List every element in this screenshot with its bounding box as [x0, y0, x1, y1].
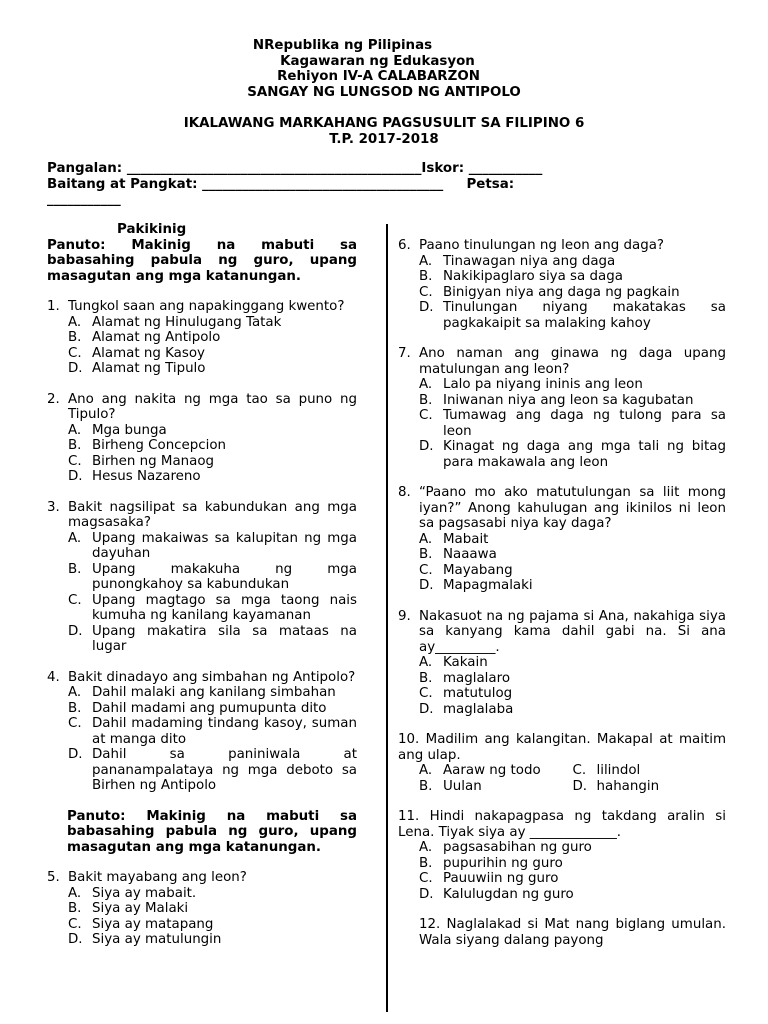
option-text: Aaraw ng todo	[443, 763, 541, 778]
option-text: Kalulugdan ng guro	[443, 886, 574, 902]
republic-line: NRepublika ng Pilipinas	[252, 38, 433, 53]
option-text: Mabait	[443, 531, 489, 547]
question-text: Bakit nagsilipat sa kabundukan ang mga magsasaka?	[68, 499, 357, 530]
question-number: 3.	[47, 499, 60, 515]
option-d[interactable]	[68, 469, 357, 485]
option-text: Alamat ng Tipulo	[92, 361, 206, 376]
department-line: Kagawaran ng Edukasyon	[280, 53, 475, 69]
option-text: Lalo pa niyang ininis ang leon	[443, 377, 643, 392]
option-text: Siya ay mabait.	[92, 885, 197, 901]
exam-title-block	[0, 116, 768, 147]
question-text: Ano naman ang ginawa ng daga upang matulungan ang leon?	[419, 346, 726, 377]
option-letter: B.	[68, 901, 82, 916]
question-text: Paano tinulungan ng leon ang daga?	[419, 238, 665, 253]
option-text: pupurihin ng guro	[443, 855, 563, 871]
option-c[interactable]	[419, 408, 726, 439]
option-d[interactable]	[419, 578, 726, 594]
option-text: matutulog	[443, 686, 513, 701]
option-letter: B.	[419, 778, 433, 794]
option-letter: B.	[419, 392, 433, 408]
option-a[interactable]	[68, 531, 357, 562]
option-text: lilindol	[596, 763, 641, 778]
option-text: Dahil sa paniniwala at pananampalataya ng mga deboto sa Birhen ng Antipolo	[92, 747, 357, 793]
question-12	[398, 917, 726, 948]
option-text: Siya ay Malaki	[92, 901, 189, 916]
date-blank-row[interactable]: ___________	[47, 192, 121, 207]
instruction-1: Panuto: Makinig na mabuti sa babasahing pabula ng guro, upang masagutan ang mga katanungan.	[47, 237, 357, 284]
option-text: Hesus Nazareno	[92, 469, 201, 484]
option-d[interactable]	[68, 361, 357, 377]
option-text: Binigyan niya ang daga ng pagkain	[443, 284, 680, 300]
option-c[interactable]	[419, 563, 726, 579]
question-number: 5.	[47, 870, 60, 885]
option-b[interactable]	[68, 330, 357, 346]
option-letter: C.	[68, 453, 82, 469]
question-number: 10.	[398, 732, 420, 747]
option-letter: C.	[68, 345, 82, 361]
question-text: Ano ang nakita ng mga tao sa puno ng Tipulo?	[68, 391, 357, 422]
option-b[interactable]	[419, 856, 726, 872]
option-c[interactable]	[68, 593, 357, 624]
option-text: Mga bunga	[92, 422, 167, 438]
option-text: Mapagmalaki	[443, 578, 533, 593]
option-text: Naaawa	[443, 547, 497, 562]
option-text: Alamat ng Hinulugang Tatak	[92, 314, 282, 330]
option-letter: B.	[419, 670, 433, 686]
option-text: maglalaba	[443, 701, 514, 717]
instruction-2-block	[47, 809, 357, 856]
option-letter: D.	[68, 361, 83, 376]
option-letter: D.	[68, 469, 83, 484]
question-text: Bakit mayabang ang leon?	[68, 870, 247, 885]
option-text: Tinawagan niya ang daga	[443, 253, 616, 269]
option-letter: A.	[68, 685, 82, 700]
grade-date-row[interactable]: Baitang at Pangkat: ____________________________________ Petsa:	[47, 176, 515, 192]
option-b[interactable]	[68, 701, 357, 717]
option-b[interactable]	[68, 901, 357, 917]
section-title: Pakikinig	[117, 222, 187, 237]
option-c[interactable]	[68, 346, 357, 362]
option-letter: B.	[68, 330, 82, 345]
document-header	[0, 38, 768, 100]
option-letter: D.	[572, 778, 588, 794]
option-letter: A.	[419, 377, 433, 392]
option-text: Kinagat ng daga ang mga tali ng bitag para makawala ang leon	[443, 439, 726, 470]
question-10	[398, 732, 726, 794]
option-letter: C.	[419, 408, 433, 423]
option-a[interactable]	[419, 254, 726, 270]
option-text: Upang makatira sila sa mataas na lugar	[92, 623, 357, 654]
question-7	[398, 346, 726, 470]
school-year: T.P. 2017-2018	[329, 131, 439, 147]
option-d[interactable]	[419, 887, 726, 903]
option-b[interactable]	[419, 393, 726, 409]
question-9	[398, 609, 726, 718]
option-c[interactable]	[419, 686, 726, 702]
option-letter: D.	[419, 439, 434, 454]
option-letter: C.	[572, 763, 587, 778]
option-letter: A.	[68, 885, 82, 901]
question-4	[47, 670, 357, 794]
option-text: Tinulungan niyang makatakas sa pagkakaipit sa malaking kahoy	[443, 300, 726, 331]
option-letter: D.	[68, 623, 83, 639]
option-letter: B.	[68, 438, 82, 453]
option-letter: B.	[419, 855, 433, 871]
option-a[interactable]	[419, 840, 726, 856]
option-letter: D.	[68, 747, 83, 762]
division-line: SANGAY NG LUNGSOD NG ANTIPOLO	[247, 84, 521, 100]
option-letter: C.	[419, 284, 433, 300]
option-row-1	[419, 763, 726, 779]
option-text: hahangin	[596, 778, 660, 794]
left-column	[47, 222, 357, 948]
question-1	[47, 299, 357, 377]
option-d[interactable]	[419, 300, 726, 331]
question-number: 6.	[398, 238, 411, 253]
option-text: Alamat ng Antipolo	[92, 330, 221, 345]
option-text: Upang makakuha ng mga punongkahoy sa kabundukan	[92, 561, 357, 592]
option-letter: D.	[419, 701, 434, 717]
option-a[interactable]	[419, 763, 573, 779]
option-d[interactable]	[68, 747, 357, 794]
option-c[interactable]	[419, 285, 726, 301]
option-letter: A.	[419, 655, 433, 670]
question-text: Nakasuot na ng pajama si Ana, nakahiga siya sa kanyang kama dahil gabi na. Si ana ay_________.	[419, 608, 726, 655]
option-letter: C.	[68, 916, 82, 932]
option-b[interactable]	[419, 269, 726, 285]
option-text: Kakain	[443, 655, 488, 670]
option-letter: B.	[419, 547, 433, 562]
option-b[interactable]	[68, 438, 357, 454]
option-letter: A.	[419, 253, 433, 269]
question-number: 9.	[398, 608, 411, 624]
option-letter: A.	[419, 840, 433, 855]
option-d[interactable]	[573, 779, 727, 795]
option-letter: D.	[68, 932, 83, 947]
option-letter: C.	[419, 686, 433, 701]
question-text: Naglalakad si Mat nang biglang umulan. Wala siyang dalang payong	[419, 917, 726, 948]
option-d[interactable]	[419, 439, 726, 470]
option-a[interactable]	[68, 886, 357, 902]
option-letter: D.	[419, 578, 434, 593]
question-text: Hindi nakapagpasa ng takdang aralin si Lena. Tiyak siya ay _____________.	[398, 809, 726, 840]
option-text: Tumawag ang daga ng tulong para sa leon	[443, 408, 726, 439]
question-8	[398, 485, 726, 594]
exam-title: IKALAWANG MARKAHANG PAGSUSULIT SA FILIPINO 6	[183, 116, 585, 131]
question-number: 12.	[419, 917, 441, 932]
option-text: Dahil madami ang pumupunta dito	[92, 700, 327, 716]
option-d[interactable]	[68, 932, 357, 948]
question-number: 1.	[47, 299, 60, 314]
instruction-2: Panuto: Makinig na mabuti sa babasahing pabula ng guro, upang masagutan ang mga katanungan.	[67, 808, 357, 855]
option-a[interactable]	[68, 423, 357, 439]
region-line: Rehiyon IV-A CALABARZON	[277, 69, 480, 84]
option-text: Iniwanan niya ang leon sa kagubatan	[443, 392, 694, 408]
option-text: Alamat ng Kasoy	[92, 345, 205, 361]
option-letter: D.	[419, 886, 434, 902]
option-text: Upang makaiwas sa kalupitan ng mga dayuhan	[92, 530, 357, 561]
option-text: Birheng Concepcion	[92, 438, 227, 453]
question-number: 11.	[398, 809, 420, 824]
option-text: Birhen ng Manaog	[92, 453, 215, 469]
option-text: Siya ay matulungin	[92, 932, 222, 947]
option-b[interactable]	[419, 671, 726, 687]
option-c[interactable]	[68, 454, 357, 470]
option-c[interactable]	[68, 917, 357, 933]
right-column	[398, 238, 726, 948]
question-number: 8.	[398, 485, 411, 500]
question-text: Bakit dinadayo ang simbahan ng Antipolo?	[68, 669, 356, 685]
option-letter: A.	[68, 314, 82, 330]
question-number: 7.	[398, 346, 411, 361]
option-text: Upang magtago sa mga taong nais kumuha ng kanilang kayamanan	[92, 592, 357, 623]
option-text: maglalaro	[443, 670, 511, 686]
option-a[interactable]	[419, 377, 726, 393]
question-number: 4.	[47, 669, 60, 685]
option-c[interactable]	[68, 716, 357, 747]
question-text: “Paano mo ako matutulungan sa liit mong iyan?” Anong kahulugan ang ikinilos ni leon sa pagsasabi niya kay daga?	[419, 485, 726, 531]
option-a[interactable]	[68, 685, 357, 701]
question-2	[47, 392, 357, 485]
question-3	[47, 500, 357, 655]
option-text: Pauuwiin ng guro	[443, 871, 559, 886]
option-letter: C.	[68, 716, 82, 731]
question-5	[47, 870, 357, 948]
option-b[interactable]	[68, 562, 357, 593]
student-info	[47, 161, 727, 208]
option-row-2	[419, 779, 726, 795]
option-c[interactable]	[573, 763, 727, 779]
option-a[interactable]	[68, 315, 357, 331]
name-score-row[interactable]: Pangalan: ____________________________________________Iskor: ___________	[47, 161, 543, 176]
option-text: Uulan	[443, 778, 482, 794]
option-text: Mayabang	[443, 562, 513, 578]
option-letter: B.	[68, 700, 82, 716]
option-letter: A.	[68, 530, 82, 546]
option-b[interactable]	[419, 547, 726, 563]
option-letter: A.	[419, 531, 433, 547]
option-text: Siya ay matapang	[92, 916, 214, 932]
option-d[interactable]	[68, 624, 357, 655]
option-a[interactable]	[419, 532, 726, 548]
option-letter: C.	[68, 592, 82, 608]
question-text: Tungkol saan ang napakinggang kwento?	[68, 299, 345, 314]
option-letter: A.	[68, 422, 82, 438]
option-letter: A.	[419, 763, 433, 778]
option-letter: B.	[68, 561, 82, 577]
question-6	[398, 238, 726, 331]
option-text: Dahil madaming tindang kasoy, suman at manga dito	[92, 716, 357, 747]
question-11	[398, 809, 726, 902]
option-letter: B.	[419, 269, 433, 284]
option-b[interactable]	[419, 779, 573, 795]
column-divider	[386, 224, 388, 1012]
option-c[interactable]	[419, 871, 726, 887]
option-letter: C.	[419, 871, 433, 886]
option-d[interactable]	[419, 702, 726, 718]
question-number: 2.	[47, 391, 60, 407]
option-text: Nakikipaglaro siya sa daga	[443, 269, 623, 284]
option-letter: D.	[419, 300, 434, 315]
option-text: Dahil malaki ang kanilang simbahan	[92, 685, 336, 700]
option-letter: C.	[419, 562, 433, 578]
question-text: Madilim ang kalangitan. Makapal at maitim ang ulap.	[398, 732, 726, 763]
option-a[interactable]	[419, 655, 726, 671]
option-text: pagsasabihan ng guro	[443, 840, 592, 855]
